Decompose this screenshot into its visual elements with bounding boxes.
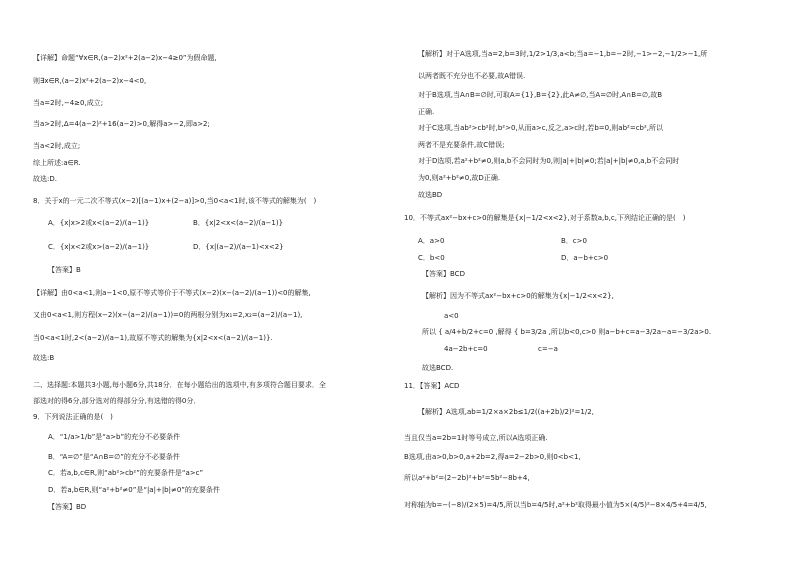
left-line: 8．关于x的一元二次不等式(x−2)[(a−1)x+(2−a)]>0,当0<a<1时,该不等式的解集为( ) (33, 197, 317, 205)
left-column (0, 0, 370, 561)
right-line: c=−a (538, 345, 558, 353)
left-line: A．“1/a>1/b”是“a>b”的充分不必要条件 (48, 433, 181, 441)
left-line: D．若a,b∈R,则“a²+b²≠0”是“|a|+|b|≠0”的充要条件 (48, 486, 220, 494)
left-line: C．若a,b,c∈R,则“ab²>cb²”的充要条件是“a>c” (48, 469, 204, 477)
right-line: 当且仅当a=2b=1时等号成立,所以A选项正确. (404, 434, 548, 442)
right-line: 11．【答案】ACD (404, 382, 460, 390)
left-line: D．{x|(a−2)/(a−1)<x<2} (193, 243, 284, 251)
right-line: 4a−2b+c=0 (444, 345, 488, 353)
left-line: 故选:B (33, 354, 55, 362)
right-line: B选项,由a>0,b>0,a+2b=2,得a=2−2b>0,则0<b<1, (404, 453, 581, 461)
right-line: 故选BD (418, 191, 443, 199)
right-line: 【解析】因为不等式ax²−bx+c>0的解集为{x|−1/2<x<2}, (422, 292, 614, 300)
right-line: 【答案】BCD (422, 270, 465, 278)
right-line: 故选BCD. (422, 364, 454, 372)
right-line: 10．不等式ax²−bx+c>0的解集是{x|−1/2<x<2},对于系数a,b,c,下列结论正确的是( ) (404, 214, 686, 222)
right-line: 对于C选项,当ab²>cb²时,b²>0,从而a>c,反之,a>c时,若b=0,则ab²=cb²,所以 (418, 124, 664, 132)
right-line: A．a>0 (418, 237, 445, 245)
left-line: 9．下列说法正确的是( ) (33, 413, 113, 421)
left-line: 当a>2时,Δ=4(a−2)²+16(a−2)>0,解得a>−2,即a>2; (33, 120, 210, 128)
left-line: 则∃x∈R,(a−2)x²+2(a−2)x−4<0, (33, 77, 147, 85)
left-line: 当a<2时,成立; (33, 142, 81, 150)
right-line: 所以 { a/4+b/2+c=0 ,解得 { b=3/2a ,所以b<0,c>0 则a−b+c=a−3/2a−a=−3/2a>0. (422, 328, 712, 336)
right-line: 两者不是充要条件,故C错误; (418, 141, 505, 149)
left-line: 【详解】命题“∀x∈R,(a−2)x²+2(a−2)x−4≥0”为假命题, (33, 54, 217, 62)
left-line: 当0<a<1时,2<(a−2)/(a−1),故原不等式的解集为{x|2<x<(a−2)/(a−1)}. (33, 334, 273, 342)
right-column (400, 0, 770, 561)
right-line: a<0 (444, 312, 459, 320)
right-line: 【解析】对于A选项,当a=2,b=3时,1/2>1/3,a<b;当a=−1,b=−2时,−1>−2,−1/2>−1,所 (418, 50, 708, 58)
right-line: C．b<0 (418, 254, 445, 262)
right-line: 正确. (418, 108, 435, 116)
left-line: B．“A=∅”是“A∩B=∅”的充分不必要条件 (48, 453, 180, 461)
left-line: 部选对的得6分,部分选对的得部分分,有选错的得0分． (33, 397, 201, 405)
right-line: 【解析】A选项,ab=1/2×a×2b≤1/2((a+2b)/2)²=1/2, (418, 408, 594, 416)
left-line: 二、选择题:本题共3小题,每小题6分,共18分．在每小题给出的选项中,有多项符合题目要求．全 (33, 381, 326, 389)
left-line: C．{x|x<2或x>(a−2)/(a−1)} (48, 243, 150, 251)
left-line: B．{x|2<x<(a−2)/(a−1)} (193, 219, 284, 227)
right-line: 以两者既不充分也不必要,故A错误. (418, 72, 526, 80)
left-line: 又由0<a<1,则方程(x−2)(x−(a−2)/(a−1))=0的两根分别为x₁=2,x₂=(a−2)/(a−1), (33, 311, 303, 319)
left-line: 【答案】B (48, 266, 81, 274)
left-line: 综上所述:a∈R. (33, 159, 81, 167)
left-line: 【答案】BD (48, 503, 87, 511)
right-line: 为0,则a²+b²≠0,故D正确. (418, 174, 501, 182)
right-line: 对称轴为b=−(−8)/(2×5)=4/5,所以当b=4/5时,a²+b²取得最小值为5×(4/5)²−8×4/5+4=4/5, (404, 501, 707, 509)
right-line: 对于D选项,若a²+b²≠0,则a,b不会同时为0,则|a|+|b|≠0;若|a|+|b|≠0,a,b不会同时 (418, 157, 680, 165)
left-line: 【详解】由0<a<1,则a−1<0,原不等式等价于不等式(x−2)(x−(a−2)/(a−1))<0的解集, (33, 289, 311, 297)
right-line: 所以a²+b²=(2−2b)²+b²=5b²−8b+4, (404, 474, 530, 482)
left-line: 当a=2时,−4≥0,成立; (33, 99, 104, 107)
right-line: D．a−b+c>0 (561, 254, 609, 262)
left-line: 故选:D. (33, 175, 57, 183)
left-line: A．{x|x>2或x<(a−2)/(a−1)} (48, 219, 150, 227)
right-line: 对于B选项,当A∩B=∅时,可取A={1},B={2},此A≠∅,当A=∅时,A∩B=∅,故B (418, 91, 663, 99)
right-line: B．c>0 (561, 237, 587, 245)
